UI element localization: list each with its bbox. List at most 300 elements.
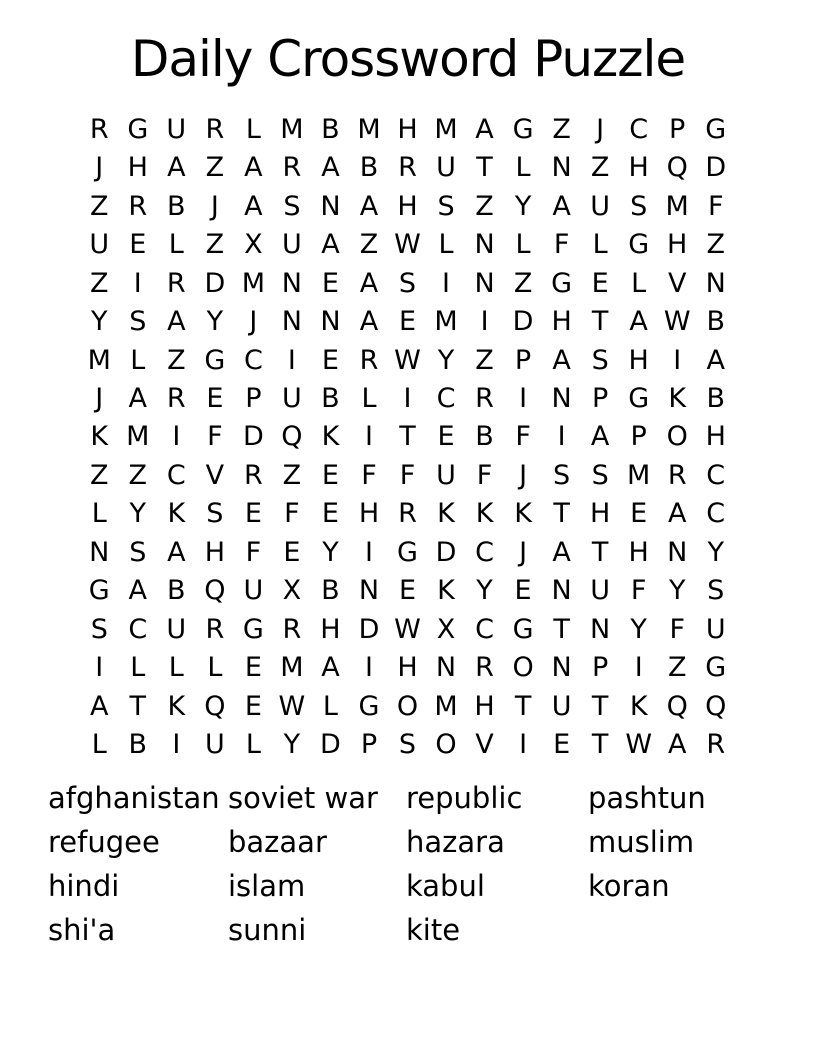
grid-letter-r12-c13: A: [552, 536, 571, 568]
grid-letter-r3-c4: J: [210, 190, 219, 222]
grid-letter-r2-c16: Q: [666, 152, 688, 184]
grid-letter-r8-c13: N: [551, 383, 572, 415]
grid-letter-r6-c1: Y: [91, 306, 108, 338]
grid-letter-r16-c10: M: [434, 690, 458, 722]
grid-letter-r2-c5: A: [244, 152, 263, 184]
grid-letter-r11-c15: E: [630, 498, 648, 530]
grid-letter-r7-c12: P: [514, 344, 532, 376]
grid-letter-r7-c8: R: [359, 344, 379, 376]
grid-letter-r16-c12: T: [514, 690, 532, 722]
grid-letter-r5-c15: L: [631, 267, 647, 299]
grid-letter-r7-c15: H: [628, 344, 649, 376]
word-list-item: kite: [406, 913, 461, 947]
grid-letter-r5-c4: D: [204, 267, 226, 299]
grid-letter-r6-c6: N: [281, 306, 302, 338]
grid-letter-r2-c11: T: [476, 152, 493, 184]
grid-letter-r9-c6: Q: [281, 421, 303, 453]
grid-letter-r1-c16: P: [669, 113, 686, 145]
grid-letter-r3-c1: Z: [90, 190, 109, 222]
grid-letter-r2-c12: L: [515, 152, 531, 184]
grid-letter-r4-c6: U: [282, 229, 302, 261]
grid-letter-r14-c14: N: [590, 613, 611, 645]
grid-letter-r3-c8: A: [359, 190, 379, 222]
grid-letter-r17-c5: L: [245, 729, 261, 761]
grid-letter-r14-c4: R: [205, 613, 225, 645]
grid-letter-r1-c7: B: [321, 113, 340, 145]
grid-letter-r2-c1: J: [95, 152, 104, 184]
grid-letter-r11-c2: Y: [129, 498, 147, 530]
grid-letter-r16-c14: T: [591, 690, 609, 722]
grid-letter-r7-c10: Y: [437, 344, 455, 376]
grid-letter-r10-c15: M: [627, 459, 651, 491]
grid-letter-r15-c1: I: [95, 652, 104, 684]
word-list-item: afghanistan: [48, 781, 220, 815]
grid-letter-r5-c17: N: [705, 267, 726, 299]
grid-letter-r2-c4: Z: [205, 152, 225, 184]
grid-letter-r4-c1: U: [89, 229, 110, 261]
grid-letter-r1-c2: G: [127, 113, 149, 145]
grid-letter-r4-c9: W: [394, 229, 421, 261]
word-list-item: muslim: [588, 825, 695, 859]
grid-letter-r12-c7: Y: [322, 536, 339, 568]
grid-letter-r15-c17: G: [705, 652, 727, 684]
grid-letter-r9-c12: F: [515, 421, 531, 453]
grid-letter-r2-c6: R: [282, 152, 302, 184]
word-list: [48, 776, 788, 952]
grid-letter-r9-c1: K: [90, 421, 109, 453]
grid-letter-r10-c6: Z: [282, 459, 302, 491]
grid-letter-r15-c11: R: [475, 652, 494, 684]
grid-letter-r5-c16: V: [667, 267, 687, 299]
grid-letter-r8-c7: B: [321, 383, 340, 415]
grid-letter-r12-c16: N: [667, 536, 688, 568]
grid-letter-r8-c4: E: [206, 383, 224, 415]
grid-letter-r5-c5: M: [241, 267, 266, 299]
grid-letter-r7-c4: G: [204, 344, 226, 376]
grid-letter-r2-c17: D: [705, 152, 727, 184]
grid-letter-r11-c4: S: [206, 498, 224, 530]
grid-letter-r11-c9: R: [398, 498, 417, 530]
grid-letter-r7-c14: S: [591, 344, 609, 376]
grid-letter-r10-c14: S: [591, 459, 609, 491]
grid-letter-r12-c9: G: [397, 536, 418, 568]
grid-letter-r15-c9: H: [397, 652, 418, 684]
grid-letter-r11-c1: L: [91, 498, 107, 530]
grid-letter-r7-c1: M: [87, 344, 111, 376]
grid-letter-r3-c11: Z: [475, 190, 494, 222]
grid-letter-r4-c11: N: [474, 229, 495, 261]
grid-letter-r11-c5: E: [244, 498, 262, 530]
grid-letter-r7-c5: C: [243, 344, 263, 376]
grid-letter-r7-c7: E: [321, 344, 339, 376]
grid-letter-r14-c1: S: [90, 613, 108, 645]
grid-letter-r14-c17: U: [705, 613, 726, 645]
grid-letter-r6-c2: S: [129, 306, 147, 338]
grid-letter-r8-c14: P: [591, 383, 609, 415]
grid-letter-r17-c11: V: [475, 729, 494, 761]
grid-letter-r15-c13: N: [551, 652, 572, 684]
grid-letter-r16-c5: E: [244, 690, 262, 722]
grid-letter-r16-c13: U: [551, 690, 572, 722]
grid-letter-r6-c14: T: [591, 306, 609, 338]
grid-letter-r1-c17: G: [705, 113, 727, 145]
grid-letter-r1-c15: C: [629, 113, 649, 145]
grid-letter-r17-c1: L: [91, 729, 107, 761]
grid-letter-r2-c13: N: [551, 152, 572, 184]
grid-letter-r17-c3: I: [172, 729, 181, 761]
grid-letter-r12-c2: S: [129, 536, 147, 568]
grid-letter-r2-c3: A: [167, 152, 186, 184]
grid-letter-r17-c7: D: [320, 729, 341, 761]
word-list-item: kabul: [406, 869, 485, 903]
grid-letter-r8-c16: K: [668, 383, 687, 415]
word-list-column-4: [588, 776, 788, 952]
grid-letter-r16-c11: H: [474, 690, 495, 722]
grid-letter-r12-c12: J: [519, 536, 528, 568]
grid-letter-r2-c8: B: [359, 152, 379, 184]
grid-letter-r12-c14: T: [591, 536, 609, 568]
grid-letter-r2-c2: H: [127, 152, 148, 184]
grid-letter-r5-c3: R: [166, 267, 186, 299]
grid-letter-r8-c3: R: [166, 383, 186, 415]
grid-letter-r13-c6: X: [282, 575, 302, 607]
grid-letter-r1-c3: U: [166, 113, 187, 145]
grid-letter-r6-c12: D: [512, 306, 534, 338]
grid-letter-r4-c13: F: [553, 229, 570, 261]
word-list-item: bazaar: [228, 825, 327, 859]
grid-letter-r1-c5: L: [245, 113, 261, 145]
grid-letter-r1-c8: M: [357, 113, 381, 145]
grid-letter-r6-c7: N: [320, 306, 341, 338]
grid-letter-r4-c4: Z: [205, 229, 225, 261]
grid-letter-r17-c14: T: [591, 729, 609, 761]
grid-letter-r9-c2: M: [126, 421, 150, 453]
grid-letter-r11-c6: F: [284, 498, 300, 530]
grid-letter-r11-c7: E: [321, 498, 339, 530]
grid-letter-r7-c11: Z: [475, 344, 494, 376]
grid-letter-r3-c7: N: [320, 190, 341, 222]
grid-letter-r17-c16: A: [667, 729, 687, 761]
grid-letter-r6-c16: W: [663, 306, 691, 338]
word-list-item: sunni: [228, 913, 307, 947]
grid-letter-r10-c9: F: [399, 459, 416, 491]
grid-letter-r7-c9: W: [394, 344, 421, 376]
word-list-item: pashtun: [588, 781, 706, 815]
grid-letter-r3-c17: F: [707, 190, 724, 222]
grid-letter-r4-c17: Z: [706, 229, 725, 261]
grid-letter-r3-c3: B: [167, 190, 186, 222]
grid-letter-r13-c2: A: [128, 575, 148, 607]
word-list-item: hindi: [48, 869, 120, 903]
grid-letter-r1-c14: J: [596, 113, 605, 145]
grid-letter-r10-c8: F: [361, 459, 377, 491]
grid-letter-r1-c6: M: [280, 113, 304, 145]
grid-letter-r12-c6: E: [283, 536, 301, 568]
word-list-column-3: [406, 776, 588, 952]
grid-letter-r16-c2: T: [129, 690, 147, 722]
grid-letter-r11-c8: H: [358, 498, 380, 530]
grid-letter-r9-c8: I: [364, 421, 373, 453]
grid-letter-r1-c1: R: [89, 113, 109, 145]
grid-letter-r1-c11: A: [475, 113, 494, 145]
grid-letter-r3-c2: R: [128, 190, 148, 222]
grid-letter-r12-c15: H: [628, 536, 649, 568]
grid-letter-r2-c9: R: [398, 152, 417, 184]
grid-letter-r8-c5: P: [245, 383, 262, 415]
grid-letter-r11-c3: K: [167, 498, 186, 530]
grid-letter-r6-c5: J: [249, 306, 258, 338]
grid-letter-r17-c12: I: [519, 729, 528, 761]
grid-letter-r3-c5: A: [244, 190, 263, 222]
grid-letter-r2-c14: Z: [590, 152, 610, 184]
grid-letter-r6-c9: E: [398, 306, 417, 338]
grid-letter-r16-c9: O: [396, 690, 419, 722]
grid-letter-r4-c2: E: [129, 229, 147, 261]
grid-letter-r4-c10: L: [438, 229, 454, 261]
grid-letter-r9-c4: F: [207, 421, 223, 453]
puzzle-title: Daily Crossword Puzzle: [130, 30, 686, 88]
grid-letter-r14-c12: G: [512, 613, 534, 645]
grid-letter-r9-c3: I: [172, 421, 181, 453]
grid-letter-r5-c1: Z: [90, 267, 109, 299]
grid-letter-r4-c14: L: [592, 229, 608, 261]
grid-letter-r11-c17: C: [706, 498, 726, 530]
grid-letter-r17-c9: S: [398, 729, 417, 761]
grid-letter-r10-c17: C: [706, 459, 726, 491]
grid-letter-r3-c10: S: [437, 190, 455, 222]
grid-letter-r6-c3: A: [167, 306, 186, 338]
grid-letter-r4-c16: H: [667, 229, 688, 261]
word-list-item: soviet war: [228, 781, 378, 815]
grid-letter-r13-c9: E: [398, 575, 417, 607]
grid-letter-r3-c9: H: [397, 190, 418, 222]
grid-letter-r12-c1: N: [89, 536, 110, 568]
grid-letter-r8-c10: C: [436, 383, 456, 415]
grid-letter-r10-c12: J: [519, 459, 528, 491]
grid-letter-r7-c17: A: [706, 344, 725, 376]
word-list-item: shi'a: [48, 913, 116, 947]
grid-letter-r10-c4: V: [205, 459, 225, 491]
grid-letter-r8-c1: J: [95, 383, 104, 415]
grid-letter-r7-c13: A: [552, 344, 571, 376]
word-list-column-2: [228, 776, 406, 952]
grid-letter-r5-c9: S: [398, 267, 417, 299]
grid-letter-r17-c8: P: [360, 729, 378, 761]
grid-letter-r8-c11: R: [475, 383, 494, 415]
grid-letter-r6-c15: A: [629, 306, 648, 338]
grid-letter-r12-c10: D: [435, 536, 457, 568]
grid-letter-r12-c5: F: [245, 536, 262, 568]
grid-letter-r11-c14: H: [589, 498, 611, 530]
grid-letter-r1-c9: H: [397, 113, 418, 145]
grid-letter-r6-c17: B: [706, 306, 725, 338]
grid-letter-r6-c13: H: [551, 306, 572, 338]
word-list-item: islam: [228, 869, 306, 903]
grid-letter-r15-c12: O: [512, 652, 534, 684]
grid-letter-r16-c17: Q: [705, 690, 727, 722]
grid-letter-r5-c14: E: [591, 267, 609, 299]
grid-letter-r15-c3: L: [168, 652, 184, 684]
grid-letter-r13-c1: G: [88, 575, 110, 607]
grid-letter-r14-c5: G: [242, 613, 264, 645]
grid-letter-r4-c3: L: [168, 229, 184, 261]
grid-letter-r17-c10: O: [435, 729, 457, 761]
grid-letter-r10-c3: C: [166, 459, 186, 491]
grid-letter-r13-c15: F: [630, 575, 647, 607]
grid-letter-r4-c5: X: [244, 229, 263, 261]
grid-letter-r8-c6: U: [282, 383, 302, 415]
grid-letter-r14-c8: D: [358, 613, 380, 645]
grid-letter-r7-c6: I: [287, 344, 296, 376]
grid-letter-r8-c8: L: [361, 383, 377, 415]
grid-letter-r11-c11: K: [475, 498, 494, 530]
grid-letter-r12-c8: I: [364, 536, 373, 568]
grid-letter-r13-c8: N: [358, 575, 380, 607]
grid-letter-r15-c6: M: [280, 652, 304, 684]
grid-letter-r9-c16: O: [666, 421, 688, 453]
grid-letter-r9-c5: D: [242, 421, 264, 453]
grid-letter-r3-c14: U: [590, 190, 611, 222]
grid-letter-r9-c7: K: [321, 421, 340, 453]
grid-letter-r3-c13: A: [552, 190, 571, 222]
grid-letter-r13-c10: K: [437, 575, 455, 607]
grid-letter-r6-c10: M: [434, 306, 458, 338]
grid-letter-r9-c9: T: [399, 421, 416, 453]
grid-letter-r8-c2: A: [128, 383, 148, 415]
grid-letter-r1-c13: Z: [552, 113, 571, 145]
grid-letter-r16-c4: Q: [204, 690, 226, 722]
grid-letter-r11-c12: K: [514, 498, 532, 530]
grid-letter-r4-c15: G: [628, 229, 650, 261]
grid-letter-r15-c10: N: [435, 652, 457, 684]
grid-letter-r4-c8: Z: [359, 229, 379, 261]
grid-letter-r5-c12: Z: [513, 267, 533, 299]
grid-letter-r9-c15: P: [630, 421, 647, 453]
grid-letter-r5-c10: I: [442, 267, 450, 299]
grid-letter-r14-c15: Y: [630, 613, 647, 645]
grid-letter-r4-c12: L: [515, 229, 531, 261]
grid-letter-r13-c13: N: [551, 575, 572, 607]
grid-letter-r10-c11: F: [476, 459, 493, 491]
grid-letter-r6-c8: A: [359, 306, 379, 338]
grid-letter-r4-c7: A: [321, 229, 340, 261]
grid-letter-r14-c10: X: [436, 613, 456, 645]
grid-letter-r9-c13: I: [557, 421, 566, 453]
grid-letter-r16-c6: W: [278, 690, 306, 722]
grid-letter-r15-c2: L: [130, 652, 146, 684]
grid-letter-r15-c5: E: [244, 652, 262, 684]
grid-letter-r17-c13: E: [553, 729, 571, 761]
grid-letter-r17-c15: W: [625, 729, 653, 761]
grid-letter-r8-c9: I: [403, 383, 412, 415]
grid-letter-r3-c15: S: [630, 190, 648, 222]
grid-letter-r1-c4: R: [205, 113, 225, 145]
grid-letter-r7-c2: L: [130, 344, 146, 376]
grid-letter-r16-c15: K: [629, 690, 648, 722]
grid-letter-r17-c4: U: [204, 729, 225, 761]
grid-letter-r2-c7: A: [321, 152, 340, 184]
grid-letter-r2-c15: H: [628, 152, 649, 184]
grid-letter-r16-c7: L: [322, 690, 338, 722]
word-list-column-1: [48, 776, 228, 952]
grid-letter-r8-c17: B: [706, 383, 725, 415]
grid-letter-r14-c13: T: [553, 613, 570, 645]
grid-letter-r9-c10: E: [437, 421, 455, 453]
grid-letter-r9-c14: A: [590, 421, 610, 453]
grid-letter-r10-c1: Z: [90, 459, 109, 491]
grid-letter-r5-c13: G: [551, 267, 573, 299]
grid-letter-r12-c3: A: [167, 536, 186, 568]
grid-letter-r15-c16: Z: [667, 652, 687, 684]
grid-letter-r11-c10: K: [437, 498, 455, 530]
grid-letter-r13-c12: E: [514, 575, 532, 607]
grid-letter-r12-c11: C: [475, 536, 494, 568]
grid-letter-r6-c11: I: [480, 306, 489, 338]
word-list-item: refugee: [48, 825, 160, 859]
grid-letter-r3-c16: M: [665, 190, 689, 222]
grid-letter-r3-c6: S: [283, 190, 301, 222]
grid-letter-r14-c16: F: [669, 613, 685, 645]
grid-letter-r14-c11: C: [475, 613, 494, 645]
grid-letter-r13-c16: Y: [668, 575, 686, 607]
grid-letter-r14-c3: U: [166, 613, 187, 645]
grid-letter-r14-c6: R: [282, 613, 302, 645]
grid-letter-r9-c11: B: [475, 421, 494, 453]
grid-letter-r2-c10: U: [436, 152, 456, 184]
grid-letter-r13-c4: Q: [204, 575, 226, 607]
word-list-item: republic: [406, 781, 523, 815]
grid-letter-r3-c12: Y: [514, 190, 532, 222]
grid-letter-r16-c3: K: [167, 690, 186, 722]
grid-letter-r15-c15: I: [634, 652, 643, 684]
word-search-grid: [80, 110, 735, 764]
grid-letter-r5-c11: N: [474, 267, 495, 299]
grid-letter-r17-c6: Y: [283, 729, 301, 761]
grid-letter-r10-c13: S: [553, 459, 571, 491]
word-list-item: hazara: [406, 825, 505, 859]
grid-letter-r14-c7: H: [320, 613, 341, 645]
grid-letter-r15-c8: I: [364, 652, 373, 684]
grid-letter-r7-c16: I: [673, 344, 682, 376]
grid-letter-r13-c14: U: [590, 575, 611, 607]
grid-letter-r14-c9: W: [394, 613, 421, 645]
grid-letter-r5-c2: I: [133, 267, 142, 299]
grid-letter-r5-c7: E: [321, 267, 339, 299]
grid-letter-r16-c8: G: [358, 690, 380, 722]
grid-letter-r1-c12: G: [512, 113, 534, 145]
grid-letter-r1-c10: M: [434, 113, 458, 145]
grid-letter-r8-c12: I: [519, 383, 528, 415]
grid-letter-r13-c17: S: [707, 575, 725, 607]
grid-letter-r12-c17: Y: [707, 536, 724, 568]
grid-letter-r11-c16: A: [667, 498, 687, 530]
grid-letter-r14-c2: C: [128, 613, 148, 645]
grid-letter-r16-c16: Q: [666, 690, 688, 722]
grid-letter-r16-c1: A: [90, 690, 109, 722]
grid-letter-r10-c10: U: [436, 459, 456, 491]
grid-letter-r10-c5: R: [243, 459, 263, 491]
grid-letter-r15-c14: P: [591, 652, 609, 684]
grid-letter-r9-c17: H: [705, 421, 726, 453]
word-list-item: koran: [588, 869, 670, 903]
grid-letter-r8-c15: G: [628, 383, 650, 415]
grid-letter-r10-c7: E: [321, 459, 339, 491]
grid-letter-r15-c7: A: [321, 652, 340, 684]
grid-letter-r5-c6: N: [281, 267, 302, 299]
grid-letter-r5-c8: A: [359, 267, 379, 299]
grid-letter-r17-c2: B: [128, 729, 148, 761]
grid-letter-r12-c4: H: [204, 536, 225, 568]
